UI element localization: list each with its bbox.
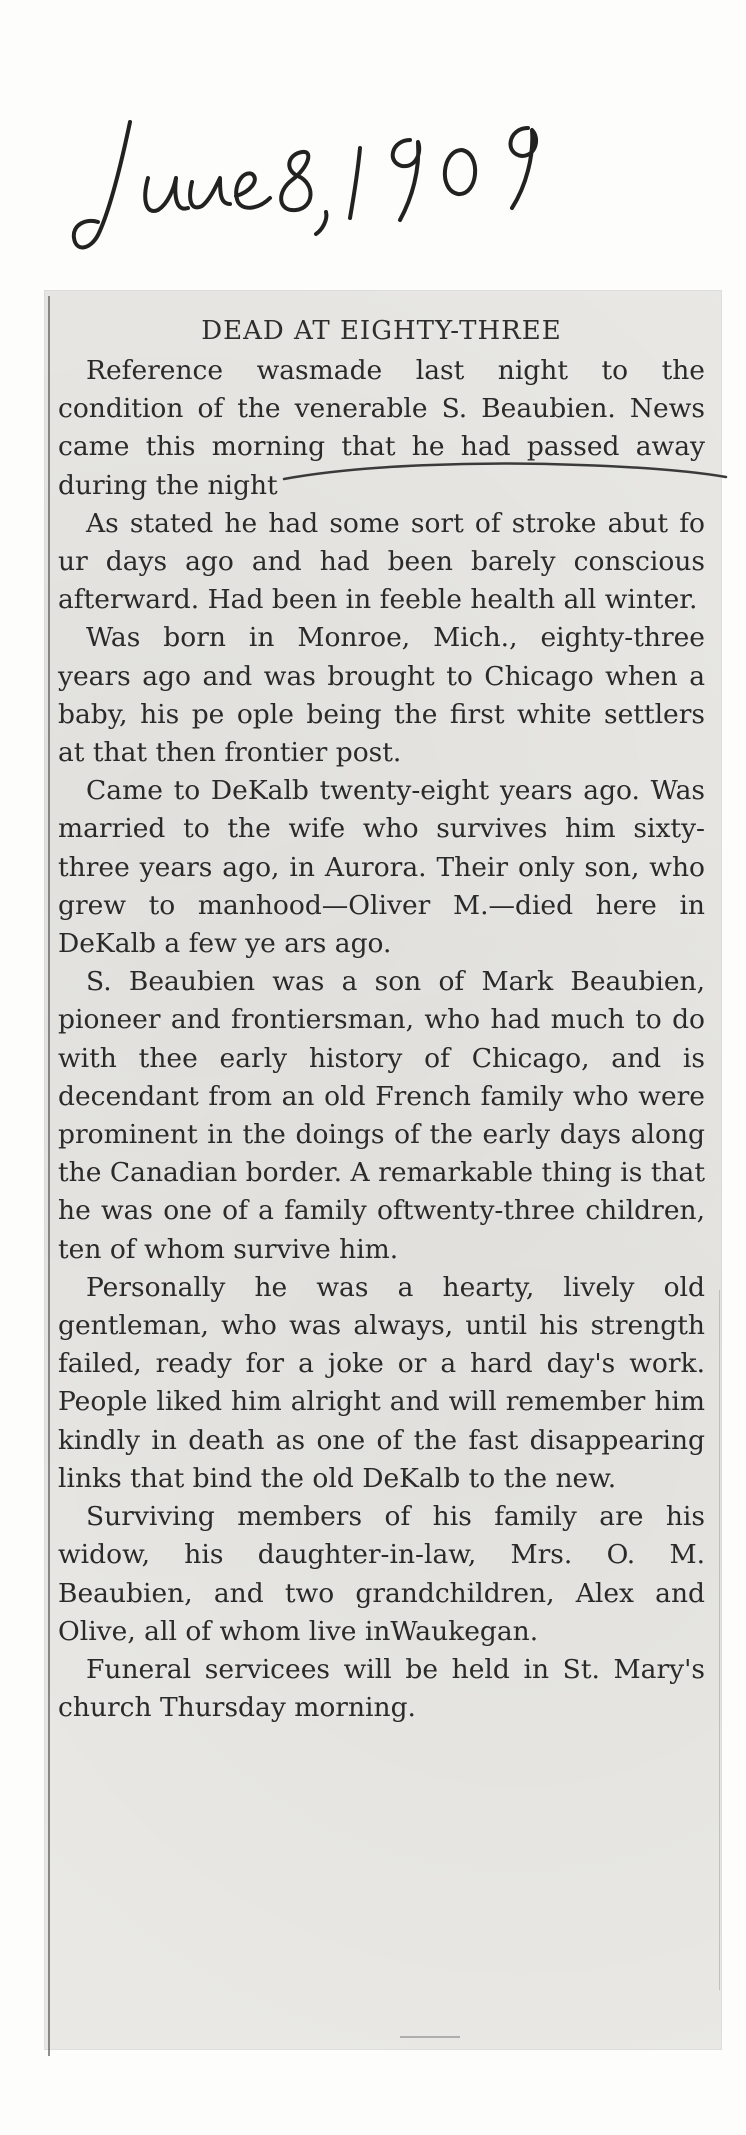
article-paragraph: S. Beaubien was a son of Mark Beaubien, pioneer and frontiersman, who had much to do with thee early history of Chicago, and is decendant from an old French family who were prominent in the doings of the early days along the Canadian border. A remarkable thing is that he was one of a family oftwenty-three children, ten of whom survive him.	[58, 966, 705, 1265]
clipping-right-border	[719, 1290, 720, 1990]
article-paragraph: Was born in Monroe, Mich., eighty-three years ago and was brought to Chicago when a baby, his pe ople being the first white settlers at that then frontier post.	[58, 622, 705, 769]
newspaper-clipping	[44, 290, 722, 2050]
article-paragraph: Personally he was a hearty, lively old gentleman, who was always, until his strength failed, ready for a joke or a hard day's work. People liked him alright and will remember him kindly in death as one of the fast disappearing links that bind the old DeKalb to the new.	[58, 1271, 705, 1494]
article-paragraph: Came to DeKalb twenty-eight years ago. Was married to the wife who survives him sixty-three years ago, in Aurora. Their only son, who grew to manhood—Oliver M.—died here in DeKalb a few ye ars ago.	[58, 775, 705, 960]
clipping-left-border	[48, 296, 50, 2056]
clipping-end-rule	[400, 2036, 460, 2038]
obituary-article	[54, 304, 709, 1727]
article-paragraph: Reference wasmade last night to the condition of the venerable S. Beaubien. News came this morning that he had passed away during the night	[58, 355, 705, 501]
article-paragraph: As stated he had some sort of stroke abut fo ur days ago and had been barely conscious afterward. Had been in feeble health all winter.	[58, 507, 705, 616]
article-paragraph: Surviving members of his family are his widow, his daughter-in-law, Mrs. O. M. Beaubien, and two grandchildren, Alex and Olive, all of whom live inWaukegan.	[58, 1501, 705, 1647]
handwritten-date	[70, 100, 570, 280]
handwritten-date-drawing	[70, 100, 570, 280]
article-headline: DEAD AT EIGHTY-THREE	[201, 316, 562, 346]
article-paragraph: Funeral servicees will be held in St. Mary's church Thursday morning.	[58, 1653, 705, 1724]
paragraph-wrapper-1	[54, 352, 709, 505]
